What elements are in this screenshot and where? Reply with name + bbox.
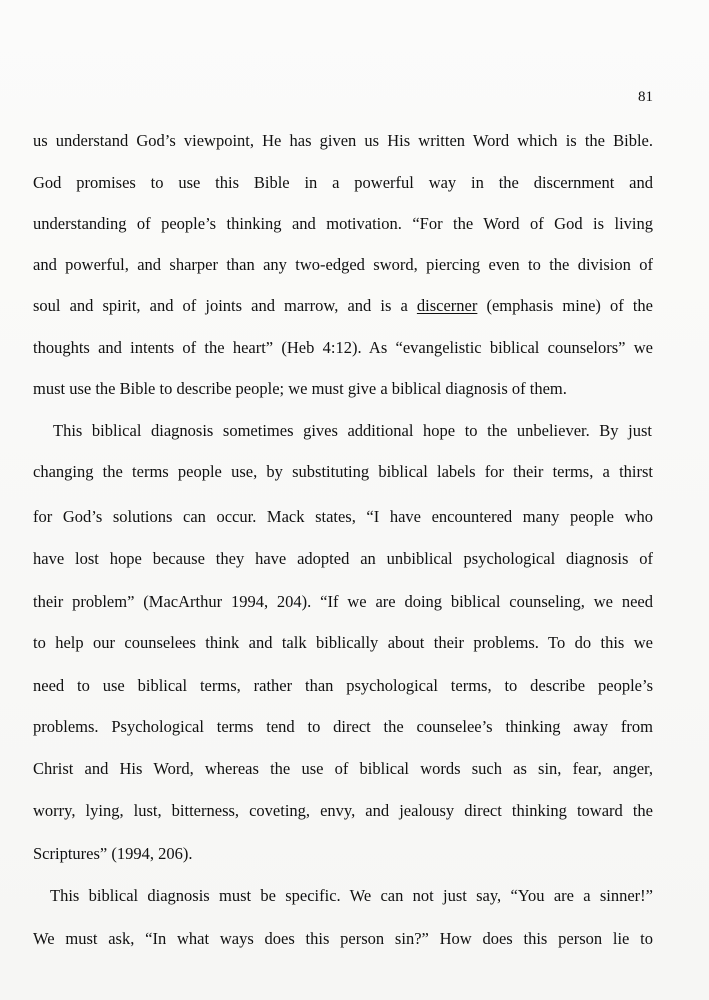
text-line: thoughts and intents of the heart” (Heb 4:12). As “evangelistic biblical counselors” we xyxy=(33,338,653,357)
text-line: Christ and His Word, whereas the use of biblical words such as sin, fear, anger, xyxy=(33,759,653,778)
text-line: problems. Psychological terms tend to direct the counselee’s thinking away from xyxy=(33,717,653,736)
text-line: need to use biblical terms, rather than psychological terms, to describe people’s xyxy=(33,676,653,695)
text-line: and powerful, and sharper than any two-edged sword, piercing even to the division of xyxy=(33,255,653,274)
underlined-word: discerner xyxy=(416,296,478,315)
text-line: for God’s solutions can occur. Mack states, “I have encountered many people who xyxy=(33,507,653,526)
text-line: must use the Bible to describe people; we must give a biblical diagnosis of them. xyxy=(33,379,567,398)
text-line: worry, lying, lust, bitterness, coveting, envy, and jealousy direct thinking toward the xyxy=(33,801,653,820)
text-line: This biblical diagnosis must be specific. We can not just say, “You are a sinner!” xyxy=(50,886,653,905)
text-line: God promises to use this Bible in a powerful way in the discernment and xyxy=(33,173,653,192)
text-line: We must ask, “In what ways does this person sin?” How does this person lie to xyxy=(33,929,653,948)
text-line: their problem” (MacArthur 1994, 204). “If we are doing biblical counseling, we need xyxy=(33,592,653,611)
text-line: This biblical diagnosis sometimes gives additional hope to the unbeliever. By just xyxy=(53,421,652,440)
text-segment: soul and spirit, and of joints and marrow, and is a xyxy=(33,296,417,315)
page-number: 81 xyxy=(638,89,653,105)
text-line: to help our counselees think and talk biblically about their problems. To do this we xyxy=(33,633,653,652)
text-line: have lost hope because they have adopted an unbiblical psychological diagnosis of xyxy=(33,549,653,568)
text-segment: (emphasis mine) of the xyxy=(477,296,653,315)
text-line: understanding of people’s thinking and motivation. “For the Word of God is living xyxy=(33,214,653,233)
text-line: Scriptures” (1994, 206). xyxy=(33,844,193,863)
text-line: us understand God’s viewpoint, He has given us His written Word which is the Bible. xyxy=(33,131,653,150)
text-line: changing the terms people use, by substituting biblical labels for their terms, a thirst xyxy=(33,462,653,481)
text-line-with-emphasis xyxy=(33,294,653,318)
